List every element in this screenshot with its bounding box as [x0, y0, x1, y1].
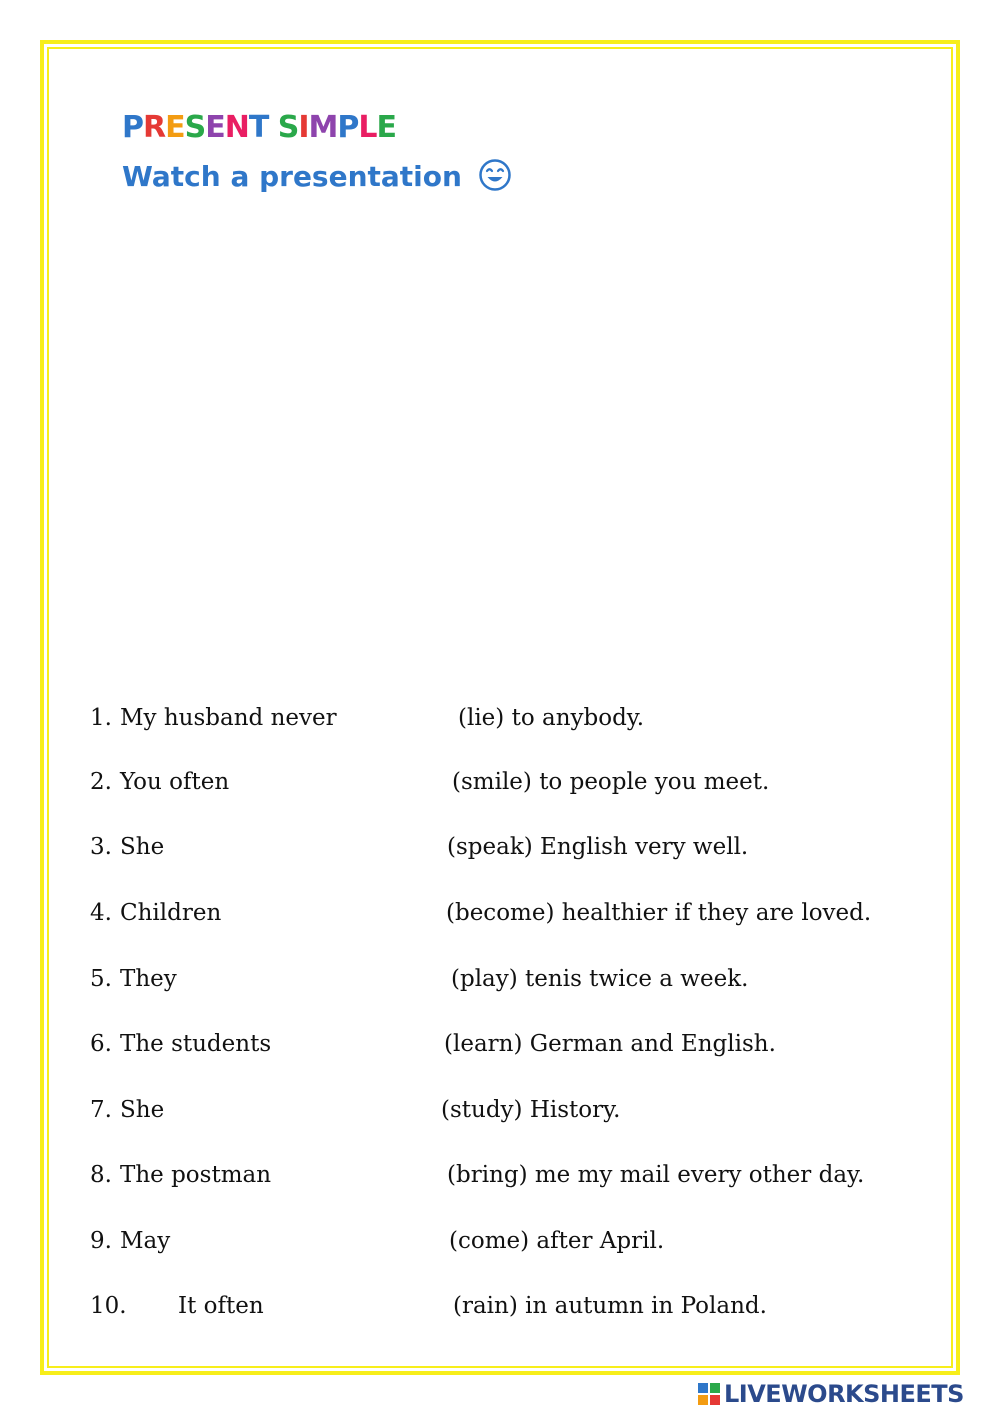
item-subject: My husband never [120, 705, 337, 731]
title-letter: S [277, 110, 299, 145]
title-letter: P [337, 110, 359, 145]
item-verb-hint: (come) after April. [449, 1228, 665, 1254]
smiley-face-icon [478, 158, 512, 192]
title-letter: M [308, 110, 338, 145]
item-subject: It often [178, 1293, 264, 1319]
liveworksheets-logo[interactable] [698, 1380, 964, 1408]
item-number: 6. [90, 1031, 112, 1057]
item-verb-hint: (rain) in autumn in Poland. [453, 1293, 767, 1319]
item-verb-hint: (lie) to anybody. [458, 705, 645, 731]
worksheet-title [122, 108, 396, 148]
item-subject: May [120, 1228, 171, 1254]
item-verb-hint: (play) tenis twice a week. [451, 966, 749, 992]
item-subject: The students [120, 1031, 272, 1057]
title-letter [268, 108, 277, 148]
title-letter: E [165, 110, 185, 145]
item-number: 4. [90, 900, 112, 926]
item-number: 9. [90, 1228, 112, 1254]
item-subject: Children [120, 900, 222, 926]
item-subject: The postman [120, 1162, 272, 1188]
liveworksheets-logo-icon [698, 1383, 720, 1405]
title-letter: E [376, 110, 397, 145]
item-subject: They [120, 966, 177, 992]
item-subject: She [120, 1097, 165, 1123]
item-number: 10. [90, 1293, 127, 1319]
item-subject: She [120, 834, 165, 860]
item-verb-hint: (study) History. [441, 1097, 621, 1123]
item-verb-hint: (become) healthier if they are loved. [446, 900, 872, 926]
logo-text: LIVEWORKSHEETS [724, 1380, 964, 1408]
item-verb-hint: (learn) German and English. [444, 1031, 776, 1057]
subtitle-text: Watch a presentation [122, 160, 462, 193]
title-letter: I [298, 110, 309, 145]
item-verb-hint: (speak) English very well. [447, 834, 749, 860]
item-subject: You often [120, 769, 230, 795]
item-verb-hint: (smile) to people you meet. [452, 769, 770, 795]
worksheet-subtitle [122, 158, 512, 196]
title-letter: E [205, 110, 225, 145]
title-letter: R [143, 110, 166, 145]
item-number: 5. [90, 966, 112, 992]
item-number: 2. [90, 769, 112, 795]
title-letter: T [248, 110, 269, 145]
title-letter: S [184, 110, 206, 145]
item-number: 7. [90, 1097, 112, 1123]
item-number: 1. [90, 705, 112, 731]
title-letter: P [122, 110, 143, 145]
title-letter: N [224, 110, 249, 145]
title-letter: L [358, 110, 377, 145]
item-number: 3. [90, 834, 112, 860]
item-number: 8. [90, 1162, 112, 1188]
item-verb-hint: (bring) me my mail every other day. [447, 1162, 865, 1188]
